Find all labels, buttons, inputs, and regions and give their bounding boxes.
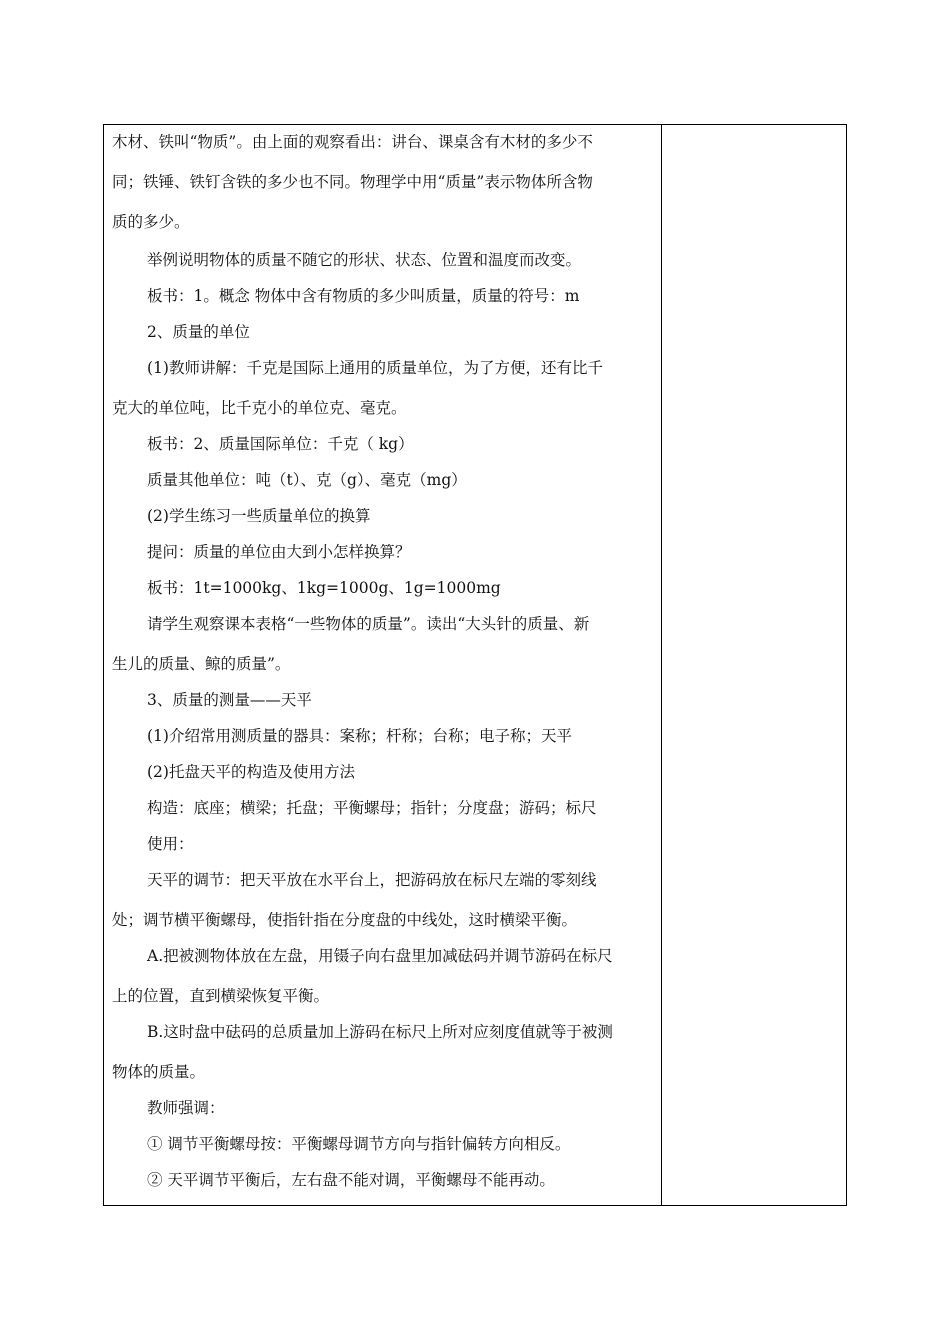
paragraph bbox=[112, 321, 653, 343]
text-line: 使用： bbox=[147, 835, 194, 853]
text-line: 木材、铁叫“物质”。由上面的观察看出：讲台、课桌含有木材的多少不 bbox=[112, 133, 593, 151]
paragraph bbox=[112, 833, 653, 855]
text-line: 质的多少。 bbox=[112, 213, 190, 231]
text-line: A.把被测物体放在左盘，用镊子向右盘里加减砝码并调节游码在标尺 bbox=[147, 947, 613, 965]
text-line: (2)托盘天平的构造及使用方法 bbox=[147, 763, 355, 781]
text-line: 同；铁锤、铁钉含铁的多少也不同。物理学中用“质量”表示物体所含物 bbox=[112, 173, 593, 191]
text-line: (1)教师讲解：千克是国际上通用的质量单位，为了方便，还有比千 bbox=[147, 359, 603, 377]
text-line: 构造：底座；横梁；托盘；平衡螺母；指针；分度盘；游码；标尺 bbox=[147, 799, 597, 817]
paragraph bbox=[112, 433, 653, 455]
main-content-cell bbox=[104, 125, 662, 1205]
paragraph bbox=[112, 249, 653, 271]
paragraph bbox=[112, 1133, 653, 1155]
paragraph bbox=[112, 357, 653, 419]
text-line: 板书：1t=1000kg、1kg=1000g、1g=1000mg bbox=[147, 579, 501, 597]
paragraph bbox=[112, 1097, 653, 1119]
text-line: 物体的质量。 bbox=[112, 1063, 206, 1081]
text-line: ② 天平调节平衡后，左右盘不能对调，平衡螺母不能再动。 bbox=[147, 1171, 555, 1189]
text-line: 请学生观察课本表格“一些物体的质量”。读出“大头针的质量、新 bbox=[147, 615, 590, 633]
text-line: 教师强调： bbox=[147, 1099, 225, 1117]
paragraph bbox=[112, 797, 653, 819]
text-line: 克大的单位吨，比千克小的单位克、毫克。 bbox=[112, 399, 407, 417]
paragraph bbox=[112, 725, 653, 747]
paragraph bbox=[112, 945, 653, 1007]
text-line: 质量其他单位：吨（t）、克（g）、毫克（mg） bbox=[147, 471, 467, 489]
text-line: 3、质量的测量——天平 bbox=[147, 691, 312, 709]
paragraph bbox=[112, 761, 653, 783]
text-line: 2、质量的单位 bbox=[147, 323, 250, 341]
text-line: 上的位置，直到横梁恢复平衡。 bbox=[112, 987, 330, 1005]
text-line: (2)学生练习一些质量单位的换算 bbox=[147, 507, 371, 525]
paragraph bbox=[112, 613, 653, 675]
text-line: 板书：2、质量国际单位：千克（ kg） bbox=[147, 435, 414, 453]
text-line: (1)介绍常用测质量的器具：案称；杆称；台称；电子称；天平 bbox=[147, 727, 572, 745]
paragraph bbox=[112, 285, 653, 307]
lesson-table bbox=[103, 124, 847, 1206]
paragraph bbox=[112, 131, 653, 233]
text-line: 天平的调节：把天平放在水平台上，把游码放在标尺左端的零刻线 bbox=[147, 871, 597, 889]
notes-cell bbox=[662, 125, 846, 1205]
paragraph bbox=[112, 541, 653, 563]
text-line: 生儿的质量、鲸的质量”。 bbox=[112, 655, 291, 673]
text-line: 处；调节横平衡螺母，使指针指在分度盘的中线处，这时横梁平衡。 bbox=[112, 911, 578, 929]
paragraph bbox=[112, 505, 653, 527]
paragraph bbox=[112, 1169, 653, 1191]
paragraph bbox=[112, 469, 653, 491]
text-line: 提问：质量的单位由大到小怎样换算？ bbox=[147, 543, 411, 561]
lesson-text bbox=[104, 125, 661, 1191]
text-line: B.这时盘中砝码的总质量加上游码在标尺上所对应刻度值就等于被测 bbox=[147, 1023, 613, 1041]
text-line: ① 调节平衡螺母按：平衡螺母调节方向与指针偏转方向相反。 bbox=[147, 1135, 571, 1153]
paragraph bbox=[112, 577, 653, 599]
paragraph bbox=[112, 1021, 653, 1083]
paragraph bbox=[112, 869, 653, 931]
text-line: 板书：1。概念 物体中含有物质的多少叫质量，质量的符号：m bbox=[147, 287, 580, 305]
paragraph bbox=[112, 689, 653, 711]
text-line: 举例说明物体的质量不随它的形状、状态、位置和温度而改变。 bbox=[147, 251, 582, 269]
